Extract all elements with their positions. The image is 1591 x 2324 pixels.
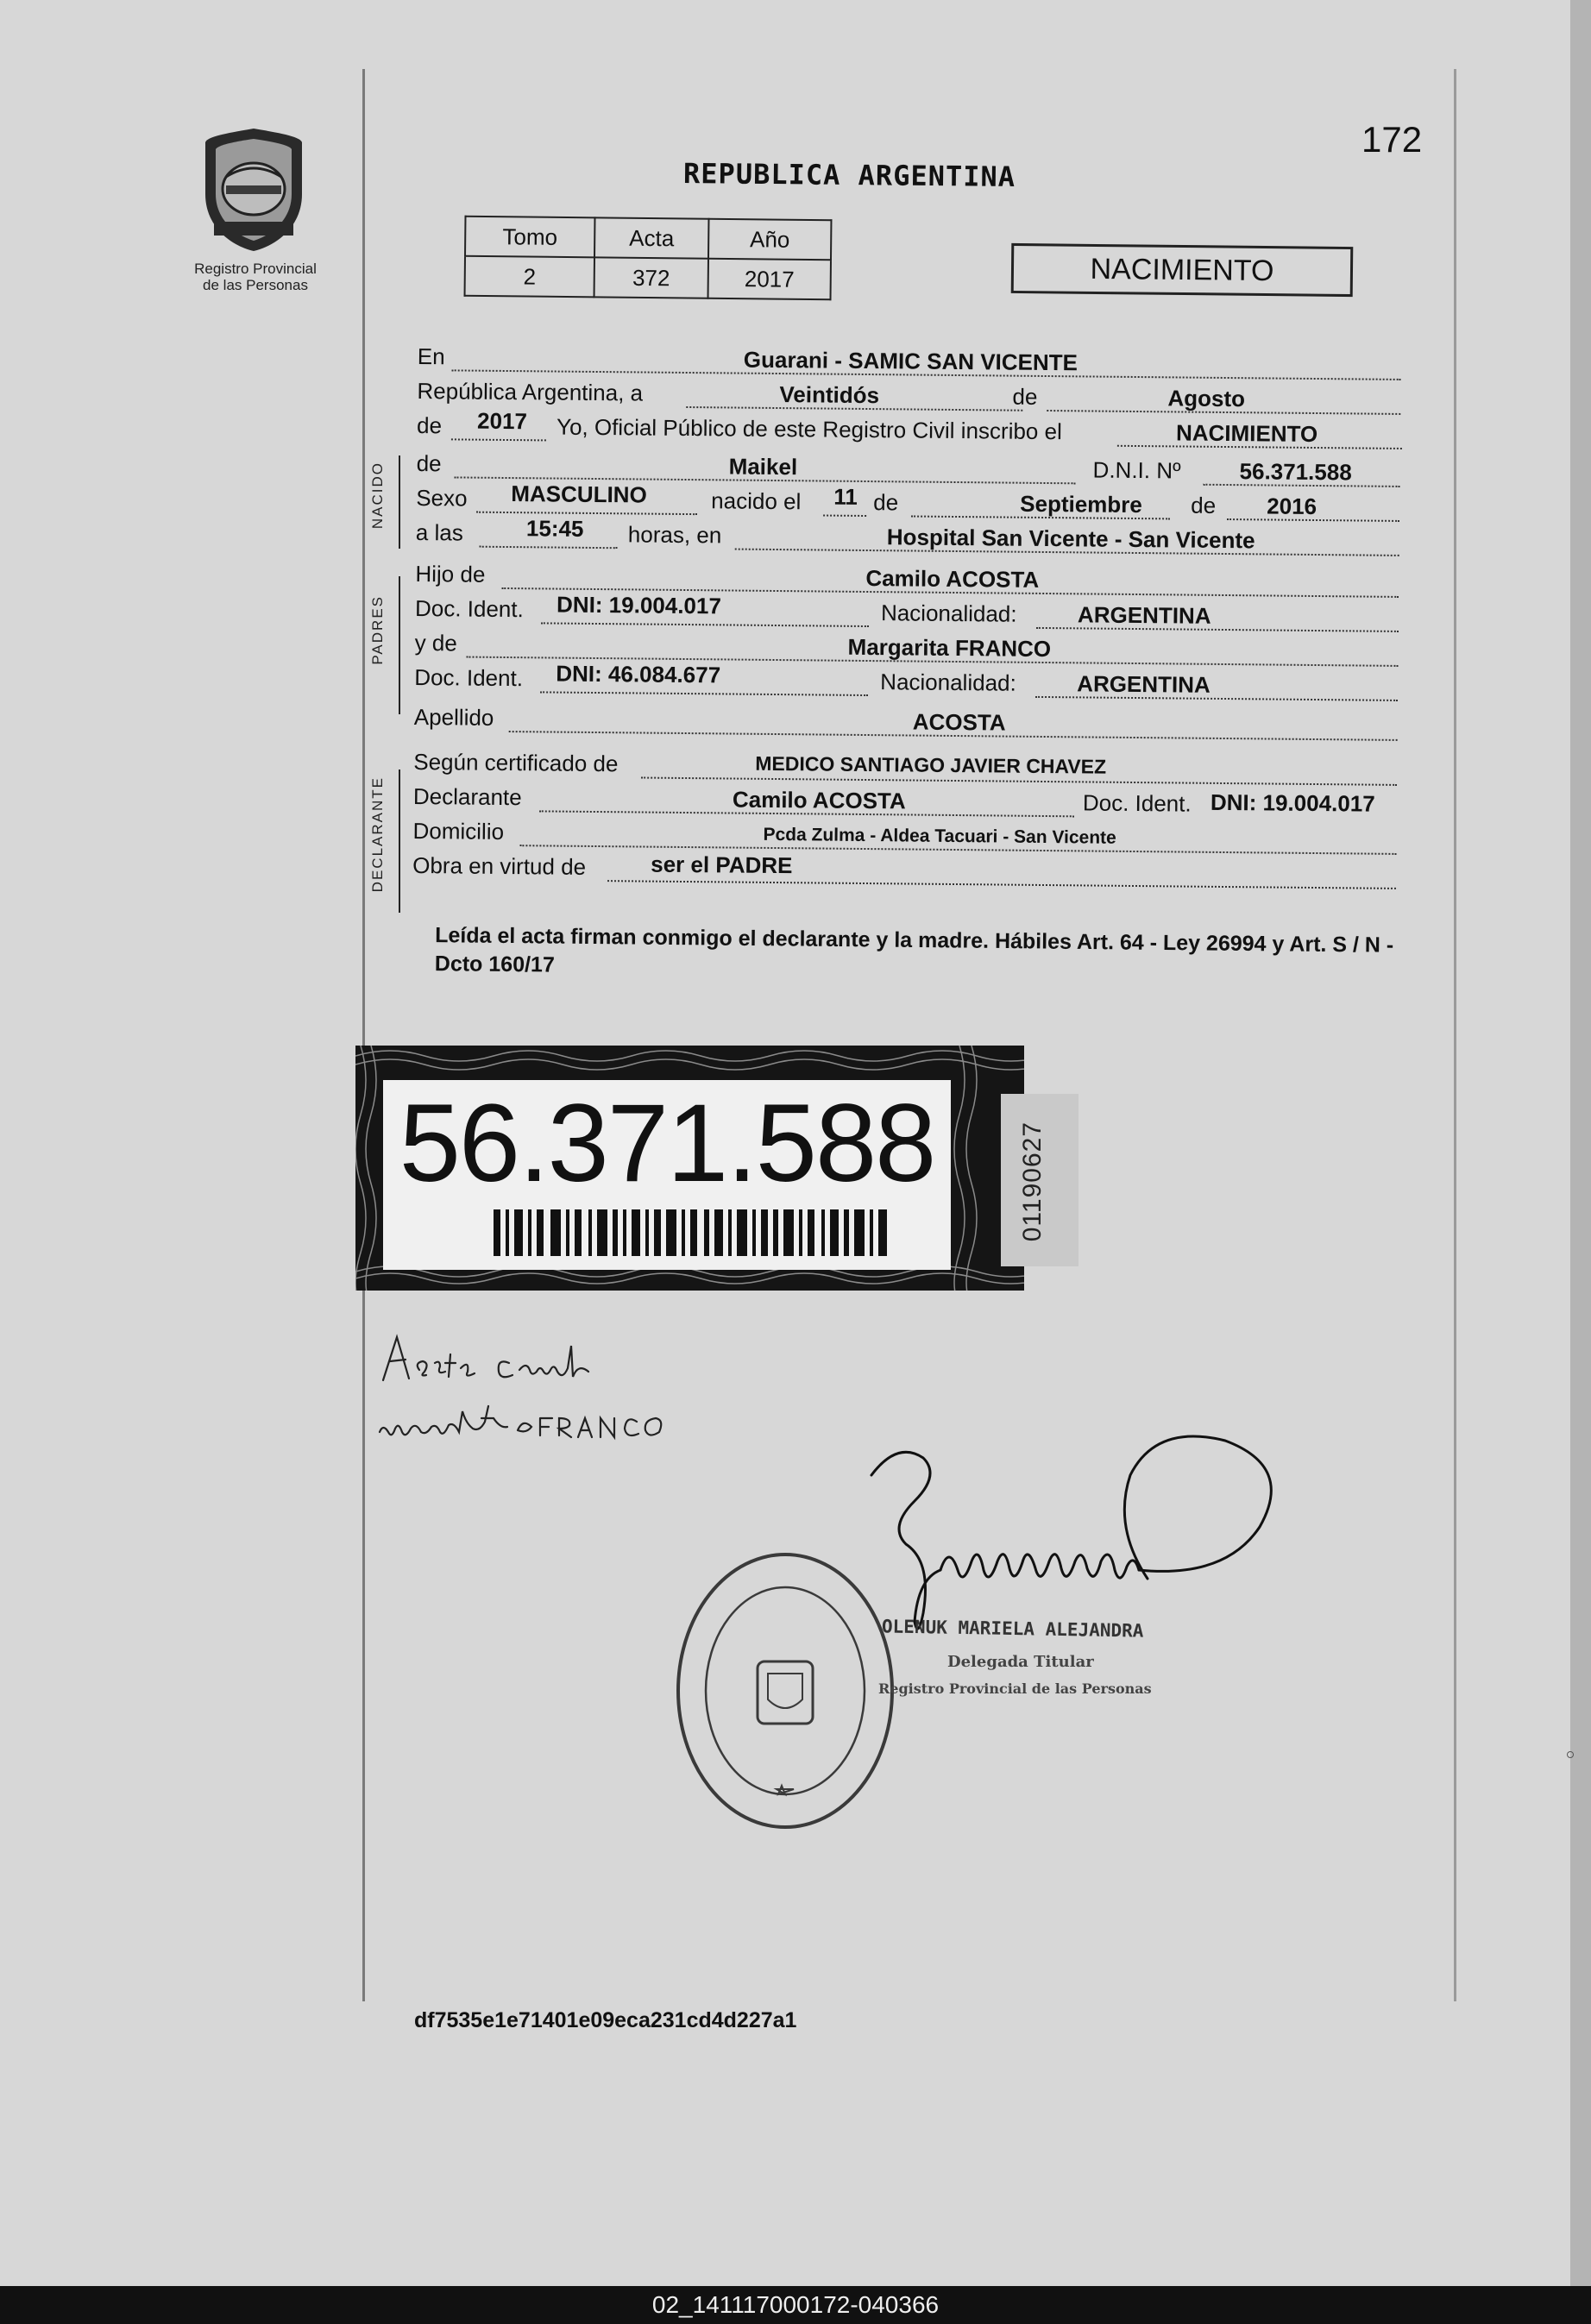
dotted-line — [476, 512, 697, 515]
declarante-value: Camilo ACOSTA — [732, 786, 906, 814]
yde-label: y de — [414, 629, 457, 656]
lugar-nacimiento-value: Hospital San Vicente - San Vicente — [886, 524, 1255, 554]
side-label-padres: PADRES — [369, 595, 386, 665]
de3-label: de — [416, 449, 442, 477]
padre-doc-value: DNI: 19.004.017 — [556, 591, 722, 619]
madre-doc-value: DNI: 46.084.677 — [556, 660, 721, 688]
bracket-declarante — [399, 769, 409, 913]
anio-value: 2017 — [708, 259, 831, 299]
nac-mes-value: Septiembre — [1020, 490, 1142, 518]
docid3-label: Doc. Ident. — [1082, 789, 1192, 817]
en-label: En — [417, 343, 445, 370]
dni-label-panel — [383, 1080, 951, 1270]
sexo-value: MASCULINO — [511, 481, 647, 508]
legal-note: Leída el acta firman conmigo el declarante y la madre. Hábiles Art. 64 - Ley 26994 y Art. S / N - Dcto 160/17 — [434, 923, 1394, 977]
republica-label: República Argentina, a — [417, 377, 644, 406]
de4-label: de — [873, 489, 899, 516]
apellido-label: Apellido — [413, 703, 494, 731]
side-label-nacido: NACIDO — [369, 462, 386, 530]
domicilio-label: Domicilio — [412, 817, 505, 845]
nacido-label: nacido el — [711, 487, 802, 515]
nac-dia-value: 11 — [833, 483, 858, 510]
tomo-header: Tomo — [465, 217, 594, 258]
bracket-nacido — [399, 455, 409, 549]
mes-value: Agosto — [1167, 385, 1246, 412]
footer-file-id: 02_141117000172-040366 — [651, 2291, 940, 2318]
de5-label: de — [1191, 492, 1217, 518]
dotted-line — [480, 546, 618, 550]
acta-header: Acta — [594, 217, 708, 258]
apellido-value: ACOSTA — [912, 708, 1006, 736]
docid-label: Doc. Ident. — [414, 594, 524, 623]
table-header-row — [465, 217, 831, 260]
horas-label: horas, en — [627, 521, 722, 549]
obra-value: ser el PADRE — [651, 851, 793, 879]
dia-value: Veintidós — [779, 381, 880, 409]
acta-value: 372 — [594, 257, 708, 298]
sticker-serial: 01190627 — [1018, 1121, 1047, 1242]
page-number: 172 — [1361, 119, 1423, 160]
registry-label — [162, 261, 349, 293]
declarante-doc-value: DNI: 19.004.017 — [1210, 788, 1375, 817]
tomo-acta-table — [464, 216, 833, 300]
de-label: de — [1012, 383, 1038, 410]
barcode-icon — [494, 1209, 890, 1256]
padre-nacionalidad-value: ARGENTINA — [1077, 601, 1211, 629]
de2-label: de — [416, 411, 443, 439]
alas-label: a las — [415, 518, 463, 546]
document-title: REPUBLICA ARGENTINA — [682, 156, 1016, 194]
signer-office: Registro Provincial de las Personas — [878, 1680, 1152, 1697]
nacionalidad-label: Nacionalidad: — [880, 600, 1017, 627]
padre-value: Camilo ACOSTA — [865, 564, 1040, 593]
side-label-declarante: DECLARANTE — [369, 776, 386, 893]
sexo-label: Sexo — [416, 484, 468, 512]
handwritten-names — [371, 1328, 802, 1467]
madre-nacionalidad-value: ARGENTINA — [1077, 670, 1211, 698]
nacionalidad2-label: Nacionalidad: — [880, 669, 1016, 696]
oficial-text: Yo, Oficial Público de este Registro Civil inscribo el — [556, 413, 1062, 445]
certificado-label: Según certificado de — [413, 748, 619, 777]
hijo-label: Hijo de — [415, 560, 486, 587]
dotted-line — [823, 515, 866, 517]
act-type-box: NACIMIENTO — [1011, 243, 1354, 297]
bracket-padres — [399, 576, 409, 714]
dotted-line — [451, 438, 546, 441]
signer-role: Delegada Titular — [947, 1653, 1094, 1671]
nombre-value: Maikel — [728, 453, 798, 481]
hora-value: 15:45 — [525, 515, 584, 542]
docid2-label: Doc. Ident. — [414, 663, 524, 692]
nac-anio-value: 2016 — [1267, 493, 1317, 520]
anio-value: 2017 — [476, 407, 528, 435]
obra-label: Obra en virtud de — [412, 851, 587, 880]
tomo-value: 2 — [465, 256, 594, 298]
dni-value: 56.371.588 — [1239, 458, 1352, 486]
declarante-label: Declarante — [412, 782, 522, 811]
dni-label: D.N.I. Nº — [1092, 456, 1181, 484]
registry-office-value: Guarani - SAMIC SAN VICENTE — [743, 346, 1078, 376]
document-hash: df7535e1e71401e09eca231cd4d227a1 — [414, 2008, 797, 2032]
madre-value: Margarita FRANCO — [847, 633, 1052, 663]
dni-sticker — [355, 1046, 1024, 1291]
anio-header: Año — [708, 219, 831, 260]
inscribe-value: NACIMIENTO — [1175, 419, 1318, 448]
table-row — [465, 256, 831, 299]
provincial-seal-icon — [197, 125, 311, 254]
signer-name: OLENUK MARIELA ALEJANDRA — [881, 1616, 1144, 1642]
registry-label-line1: Registro Provincial — [194, 261, 317, 277]
dni-number: 56.371.588 — [399, 1082, 935, 1205]
registry-label-line2: de las Personas — [203, 277, 308, 293]
domicilio-value: Pcda Zulma - Aldea Tacuari - San Vicente — [763, 824, 1116, 848]
certificado-value: MEDICO SANTIAGO JAVIER CHAVEZ — [755, 751, 1107, 778]
small-circle-mark — [1567, 1751, 1574, 1758]
